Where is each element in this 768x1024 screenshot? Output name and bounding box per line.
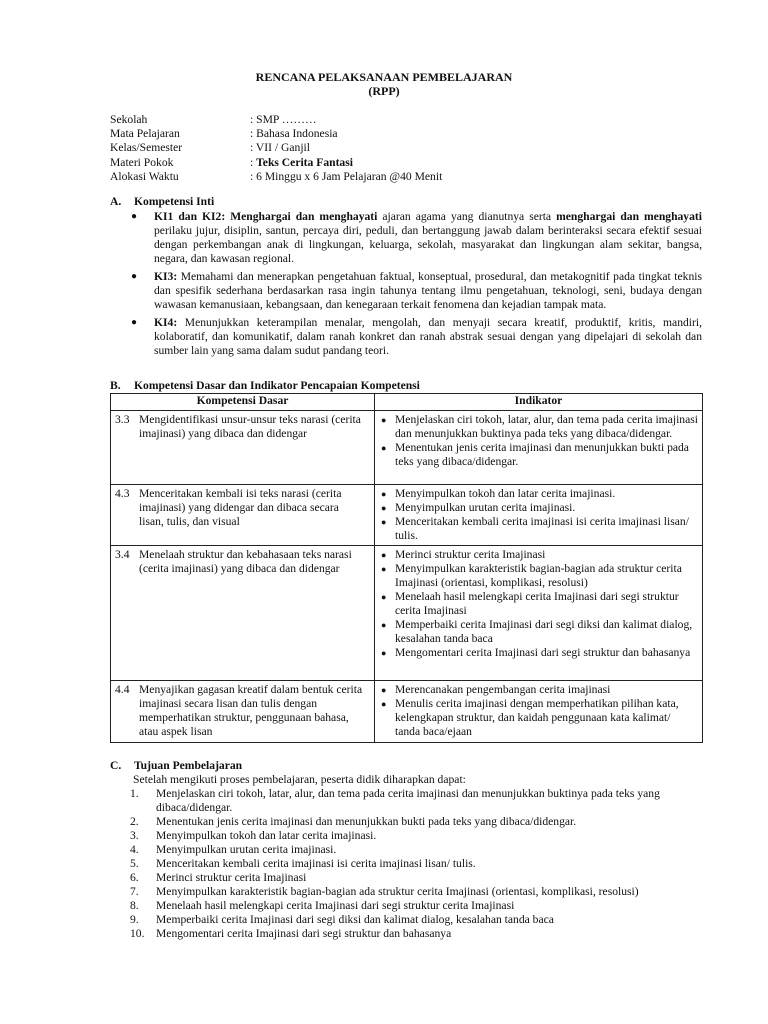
ki-text: Memahami dan menerapkan pengetahuan faktual, konseptual, prosedural, dan metakognitif pada tingkat teknis dan spesifik sederhana berdasarkan rasa ingin tahunya tentang ilmu pengetahuan, teknologi, seni, budaya dengan wawasan kemanusiaan, kebangsaan, dan kenegaraan terkait fenomena dan kejadian tampak mata.: [154, 270, 702, 311]
item-number: 4.: [130, 843, 139, 856]
item-number: 2.: [130, 815, 139, 828]
item-text: Menjelaskan ciri tokoh, latar, alur, dan tema pada cerita imajinasi dan menunjukkan buktinya pada teks yang dibaca/didengar.: [156, 787, 660, 814]
item-text: Mengomentari cerita Imajinasi dari segi struktur dan bahasanya: [156, 927, 452, 940]
kd-number: 3.3: [115, 413, 130, 426]
indikator-list: [379, 548, 698, 660]
bullet-icon: ●: [381, 550, 387, 560]
section-letter: C.: [110, 759, 122, 772]
indikator-list: [379, 487, 698, 543]
indikator-cell: [375, 546, 703, 681]
list-item: [379, 697, 698, 739]
ki-label: KI1 dan KI2: Menghargai dan menghayati: [154, 210, 378, 223]
item-number: 1.: [130, 787, 139, 800]
column-header-indikator: Indikator: [375, 394, 703, 411]
item-number: 8.: [130, 899, 139, 912]
list-item: [379, 548, 698, 562]
tujuan-intro: Setelah mengikuti proses pembelajaran, peserta didik diharapkan dapat:: [133, 773, 466, 786]
info-row-alokasi-waktu: [110, 170, 670, 184]
item-number: 10.: [130, 927, 145, 940]
info-key: Mata Pelajaran: [110, 127, 180, 141]
list-item: [110, 857, 710, 871]
info-prefix: :: [250, 155, 257, 169]
list-item: [379, 646, 698, 660]
bullet-icon: ●: [381, 685, 387, 695]
info-value: : VII / Ganjil: [250, 141, 311, 155]
list-item: [110, 843, 710, 857]
indikator-text: Merencanakan pengembangan cerita imajinasi: [395, 683, 611, 696]
indikator-text: Menulis cerita imajinasi dengan memperhatikan pilihan kata, kelengkapan struktur, dan kaidah penggunaan kata kalimat/ tanda baca/ejaan: [395, 697, 679, 738]
section-title: Tujuan Pembelajaran: [134, 759, 243, 772]
info-row-sekolah: [110, 113, 670, 127]
kd-cell: [111, 546, 375, 681]
indikator-text: Menceritakan kembali cerita imajinasi isi cerita imajinasi lisan/ tulis.: [395, 515, 689, 542]
bullet-icon: ●: [131, 317, 138, 328]
indikator-text: Menyimpulkan karakteristik bagian-bagian ada struktur cerita Imajinasi (orientasi, komplikasi, resolusi): [395, 562, 682, 589]
indikator-text: Menyimpulkan urutan cerita imajinasi.: [395, 501, 576, 514]
info-key: Sekolah: [110, 113, 148, 126]
kd-number: 4.3: [115, 487, 130, 500]
ki-text: Menunjukkan keterampilan menalar, mengolah, dan menyaji secara kreatif, produktif, kritis, mandiri, kolaboratif, dan komunikatif, dalam ranah konkret dan ranah abstrak sesuai dengan yang dipelajari di sekolah dan sumber lain yang sama dalam sudut pandang teori.: [154, 316, 702, 357]
list-item: [110, 927, 710, 941]
info-value: : SMP ………: [250, 113, 317, 126]
kd-cell: [111, 485, 375, 546]
bullet-icon: ●: [381, 517, 387, 527]
bullet-icon: ●: [381, 489, 387, 499]
indikator-text: Memperbaiki cerita Imajinasi dari segi diksi dan kalimat dialog, kesalahan tanda baca: [395, 618, 693, 645]
info-key: Materi Pokok: [110, 155, 174, 169]
list-item: [110, 829, 710, 843]
list-item: [110, 885, 710, 899]
kd-number: 4.4: [115, 683, 130, 696]
list-item: [379, 413, 698, 441]
item-number: 3.: [130, 829, 139, 842]
table-header-row: [111, 394, 703, 411]
section-title: Kompetensi Inti: [134, 195, 215, 208]
indikator-list: [379, 413, 698, 469]
section-a-heading: [110, 195, 214, 209]
bullet-icon: ●: [381, 592, 387, 602]
item-text: Menyimpulkan karakteristik bagian-bagian ada struktur cerita Imajinasi (orientasi, komplikasi, resolusi): [156, 885, 639, 898]
identity-block: [110, 113, 670, 184]
info-row-mata-pelajaran: [110, 127, 670, 141]
indikator-text: Menelaah hasil melengkapi cerita Imajinasi dari segi struktur cerita Imajinasi: [395, 590, 679, 617]
kd-cell: [111, 411, 375, 485]
list-item: [379, 515, 698, 543]
tujuan-section: [110, 759, 710, 941]
table-row: [111, 546, 703, 681]
indikator-text: Menentukan jenis cerita imajinasi dan menunjukkan bukti pada teks yang dibaca/didengar.: [395, 441, 689, 468]
kd-text: Menyajikan gagasan kreatif dalam bentuk cerita imajinasi secara lisan dan tulis dengan memperhatikan struktur, penggunaan bahasa, atau aspek lisan: [139, 683, 363, 738]
item-text: Menyimpulkan tokoh dan latar cerita imajinasi.: [156, 829, 377, 842]
ki-label: KI3:: [154, 270, 178, 283]
info-key: Kelas/Semester: [110, 141, 183, 155]
indikator-text: Menyimpulkan tokoh dan latar cerita imajinasi.: [395, 487, 616, 500]
ki-text: perilaku jujur, disiplin, santun, percaya diri, peduli, dan bertanggung jawab dalam berinteraksi secara efektif sesuai dengan perkembangan anak di lingkungan, keluarga, sekolah, masyarakat dan lingkungan alam sekitar, bangsa, negara, dan kawasan regional.: [154, 224, 702, 265]
section-c-heading: [110, 759, 710, 773]
column-header-kd: Kompetensi Dasar: [111, 394, 375, 411]
bullet-icon: ●: [381, 443, 387, 453]
list-item: [379, 487, 698, 501]
table-row: [111, 681, 703, 743]
kd-text: Mengidentifikasi unsur-unsur teks narasi (cerita imajinasi) yang dibaca dan didengar: [139, 413, 361, 440]
list-item: [379, 590, 698, 618]
ki-label: KI4:: [154, 316, 178, 329]
bullet-icon: ●: [381, 503, 387, 513]
info-row-materi-pokok: [110, 156, 670, 170]
item-text: Merinci struktur cerita Imajinasi: [156, 871, 307, 884]
list-item: [379, 501, 698, 515]
indikator-cell: [375, 681, 703, 743]
list-item: [379, 618, 698, 646]
kompetensi-inti-list: [128, 210, 702, 362]
item-text: Menceritakan kembali cerita imajinasi isi cerita imajinasi lisan/ tulis.: [156, 857, 476, 870]
indikator-text: Menjelaskan ciri tokoh, latar, alur, dan tema pada cerita imajinasi dan menunjukkan buktinya pada teks yang dibaca/didengar.: [395, 413, 698, 440]
item-text: Menentukan jenis cerita imajinasi dan menunjukkan bukti pada teks yang dibaca/didengar.: [156, 815, 577, 828]
indikator-cell: [375, 485, 703, 546]
item-number: 5.: [130, 857, 139, 870]
info-value: Teks Cerita Fantasi: [256, 155, 353, 169]
bullet-icon: ●: [381, 699, 387, 709]
table-row: [111, 485, 703, 546]
list-item: [110, 899, 710, 913]
item-text: Menyimpulkan urutan cerita imajinasi.: [156, 843, 337, 856]
item-number: 9.: [130, 913, 139, 926]
ki-text: ajaran agama yang dianutnya serta: [377, 210, 557, 223]
kd-number: 3.4: [115, 548, 130, 561]
info-value-wrap: [250, 156, 670, 170]
list-item: [379, 562, 698, 590]
section-letter: A.: [110, 195, 122, 208]
kd-cell: [111, 681, 375, 743]
kd-indikator-table: [110, 393, 703, 743]
document-subtitle: (RPP): [368, 84, 400, 98]
item-text: Memperbaiki cerita Imajinasi dari segi diksi dan kalimat dialog, kesalahan tanda baca: [156, 913, 554, 926]
kd-text: Menelaah struktur dan kebahasaan teks narasi (cerita imajinasi) yang dibaca dan didengar: [139, 548, 352, 575]
ki-item-3: [128, 270, 702, 312]
ki-item-4: [128, 316, 702, 358]
info-row-kelas-semester: [110, 141, 670, 155]
list-item: [110, 815, 710, 829]
bullet-icon: ●: [131, 211, 138, 222]
list-item: [110, 871, 710, 885]
bullet-icon: ●: [381, 415, 387, 425]
bullet-icon: ●: [131, 271, 138, 282]
document-title: RENCANA PELAKSANAAN PEMBELAJARAN: [255, 70, 513, 84]
list-item: [379, 441, 698, 469]
ki-emphasis: menghargai dan menghayati: [556, 210, 702, 223]
table-row: [111, 411, 703, 485]
section-title: Kompetensi Dasar dan Indikator Pencapaian Kompetensi: [134, 379, 420, 392]
info-key: Alokasi Waktu: [110, 169, 179, 183]
info-value: : Bahasa Indonesia: [250, 127, 338, 141]
list-item: [110, 913, 710, 927]
kd-text: Menceritakan kembali isi teks narasi (cerita imajinasi) yang didengar dan dibaca secara lisan, tulis, dan visual: [139, 487, 342, 528]
indikator-text: Mengomentari cerita Imajinasi dari segi struktur dan bahasanya: [395, 646, 691, 659]
list-item: [379, 683, 698, 697]
list-item: [110, 787, 710, 815]
item-number: 7.: [130, 885, 139, 898]
bullet-icon: ●: [381, 564, 387, 574]
info-value: : 6 Minggu x 6 Jam Pelajaran @40 Menit: [250, 169, 443, 183]
indikator-list: [379, 683, 698, 739]
ki-item-1: [128, 210, 702, 266]
section-b-heading: [110, 379, 420, 393]
item-number: 6.: [130, 871, 139, 884]
item-text: Menelaah hasil melengkapi cerita Imajinasi dari segi struktur cerita Imajinasi: [156, 899, 515, 912]
bullet-icon: ●: [381, 648, 387, 658]
bullet-icon: ●: [381, 620, 387, 630]
section-letter: B.: [110, 379, 121, 392]
indikator-text: Merinci struktur cerita Imajinasi: [395, 548, 546, 561]
indikator-cell: [375, 411, 703, 485]
